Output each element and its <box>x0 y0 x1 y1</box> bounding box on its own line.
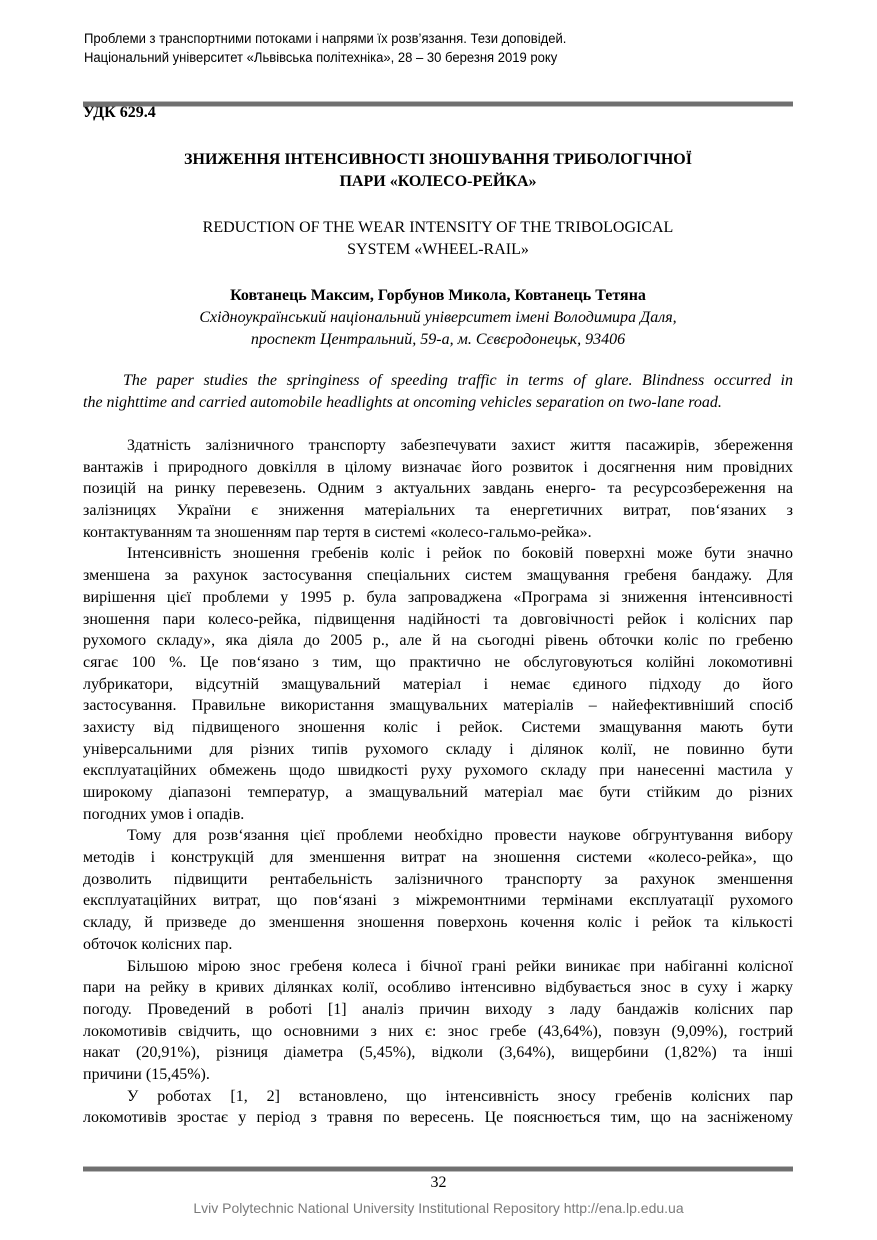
paragraph-line: експлуатаційних витрат, що пов‘язані з міжремонтними термінами експлуатації рухомого <box>83 892 793 910</box>
paper-title <box>83 149 793 193</box>
paragraph-line: сягає 100 %. Це пов‘язано з тим, що практично не обслуговуються колійні локомотивні <box>83 653 793 671</box>
paragraph-line: позицій на ринку перевезень. Одним з актуальних завдань енерго- та ресурсозбереження на <box>83 480 793 498</box>
paragraph-line: рухомого складу», яка діяла до 2005 р., але й на сьогодні рівень обточки коліс по гребеню <box>83 632 793 650</box>
paragraph-line: експлуатаційних обмежень щодо швидкості руху рухомого складу при нанесенні мастила у <box>83 762 793 780</box>
header-rule <box>83 101 793 107</box>
paragraph-line: вирішення цієї проблеми у 1995 р. була запроваджена «Програма зі зниження інтенсивності <box>83 588 793 606</box>
paragraph <box>83 543 793 825</box>
paragraph-line: локомотивів зростає у період з травня по вересень. Це пояснюється тим, що на засніженому <box>83 1109 793 1127</box>
paragraph <box>83 825 793 955</box>
header-line-1: Проблеми з транспортними потоками і напрями їх розв’язання. Тези доповідей. <box>84 31 567 47</box>
authors-block <box>83 285 793 351</box>
header-line-2: Національний університет «Львівська політехніка», 28 – 30 березня 2019 року <box>84 50 558 66</box>
running-header <box>84 30 566 68</box>
body-text <box>83 435 793 1129</box>
paragraph-line: Тому для розв‘язання цієї проблеми необхідно провести наукове обгрунтування вибору <box>127 827 793 845</box>
paragraph-line: широкому діапазоні температур, а змащувальний матеріал має бути стійким до різних <box>83 784 793 801</box>
paragraph-line: пари на рейку в кривих ділянках колії, особливо інтенсивно відбувається знос в суху і жарку <box>83 979 793 997</box>
title-line-1: ЗНИЖЕННЯ ІНТЕНСИВНОСТІ ЗНОШУВАННЯ ТРИБОЛОГІЧНОЇ <box>184 151 692 168</box>
paragraph-line: погодних умов і опадів. <box>83 805 245 823</box>
paragraph-line: Більшою мірою знос гребеня колеса і бічної грані рейки виникає при набіганні колісної <box>127 957 793 975</box>
paragraph-line: погоду. Проведений в роботі [1] аналіз причин виходу з ладу бандажів колісних пар <box>83 1000 793 1018</box>
title-line-2: ПАРИ «КОЛЕСО-РЕЙКА» <box>339 173 537 190</box>
paragraph-line: лубрикатори, відсутній змащувальний матеріал і немає єдиного підходу до його <box>83 675 793 693</box>
paragraph-line: локомотивів свідчить, що основними з них є: знос гребе (43,64%), повзун (9,09%), гострий <box>83 1022 793 1040</box>
paragraph <box>83 956 793 1086</box>
paragraph-line: Здатність залізничного транспорту забезпечувати захист життя пасажирів, збереження <box>127 437 793 454</box>
paragraph-line: універсальними для різних типів рухомого складу і ділянок колії, не повинно бути <box>83 740 793 758</box>
abstract-line: the nighttime and carried automobile headlights at oncoming vehicles separation on two-lane road. <box>83 394 722 411</box>
paragraph-line: обточок колісних пар. <box>83 935 233 953</box>
paragraph-line: захисту від підвищеного зношення коліс і рейок. Системи змащування мають бути <box>83 718 793 736</box>
page-number: 32 <box>430 1174 447 1191</box>
paragraph-line: вантажів і природного довкілля в цілому визначає його розвиток і досягнення ним провідних <box>83 458 793 476</box>
paragraph-line: накат (20,91%), різниця діаметра (5,45%), відколи (3,64%), вищербини (1,82%) та інші <box>83 1044 793 1062</box>
paragraph-line: методів і конструкцій для зменшення витрат на зношення системи «колесо-рейка», що <box>83 849 793 867</box>
paragraph-line: застосування. Правильне використання змащувальних матеріалів – найефективніший спосіб <box>83 697 793 715</box>
english-title-line-2: SYSTEM «WHEEL-RAIL» <box>347 241 529 258</box>
udk-code: УДК 629.4 <box>83 104 156 121</box>
authors: Ковтанець Максим, Горбунов Микола, Ковтанець Тетяна <box>230 287 646 304</box>
paragraph-line: залізницях України є зниження матеріальних та енергетичних витрат, пов‘язаних з <box>83 502 793 520</box>
english-title <box>83 217 793 261</box>
affiliation-line-1: Східноукраїнський національний університет імені Володимира Даля, <box>199 309 677 326</box>
paragraph-line: У роботах [1, 2] встановлено, що інтенсивність зносу гребенів колісних пар <box>127 1087 793 1105</box>
paragraph-line: зменшена за рахунок застосування спеціальних систем змащування гребеня бандажу. Для <box>83 567 793 585</box>
repository-footer: Lviv Polytechnic National University Institutional Repository http://ena.lp.edu.ua <box>193 1200 684 1216</box>
affiliation-line-2: проспект Центральний, 59-а, м. Сєвєродонецьк, 93406 <box>250 331 626 348</box>
paragraph-line: складу, й призведе до зменшення зношення поверхонь кочення коліс і рейок та кількості <box>83 914 793 932</box>
paragraph-line: Інтенсивність зношення гребенів коліс і рейок по боковій поверхні може бути значно <box>127 545 793 563</box>
footer-rule <box>83 1166 793 1172</box>
english-title-line-1: REDUCTION OF THE WEAR INTENSITY OF THE TRIBOLOGICAL <box>202 219 674 236</box>
paragraph <box>83 1086 793 1129</box>
paragraph-line: дозволить підвищити рентабельність залізничного транспорту за рахунок зменшення <box>83 870 793 888</box>
abstract <box>83 370 793 414</box>
paragraph-line: причини (15,45%). <box>83 1065 210 1083</box>
paragraph <box>83 435 793 543</box>
paragraph-line: зношення пари колесо-рейка, підвищення надійності та довговічності рейок і колісних пар <box>83 610 793 628</box>
paragraph-line: контактуванням та зношенням пар тертя в системі «колесо-гальмо-рейка». <box>83 523 592 541</box>
abstract-line: The paper studies the springiness of speeding traffic in terms of glare. Blindness occurred in <box>123 372 793 389</box>
